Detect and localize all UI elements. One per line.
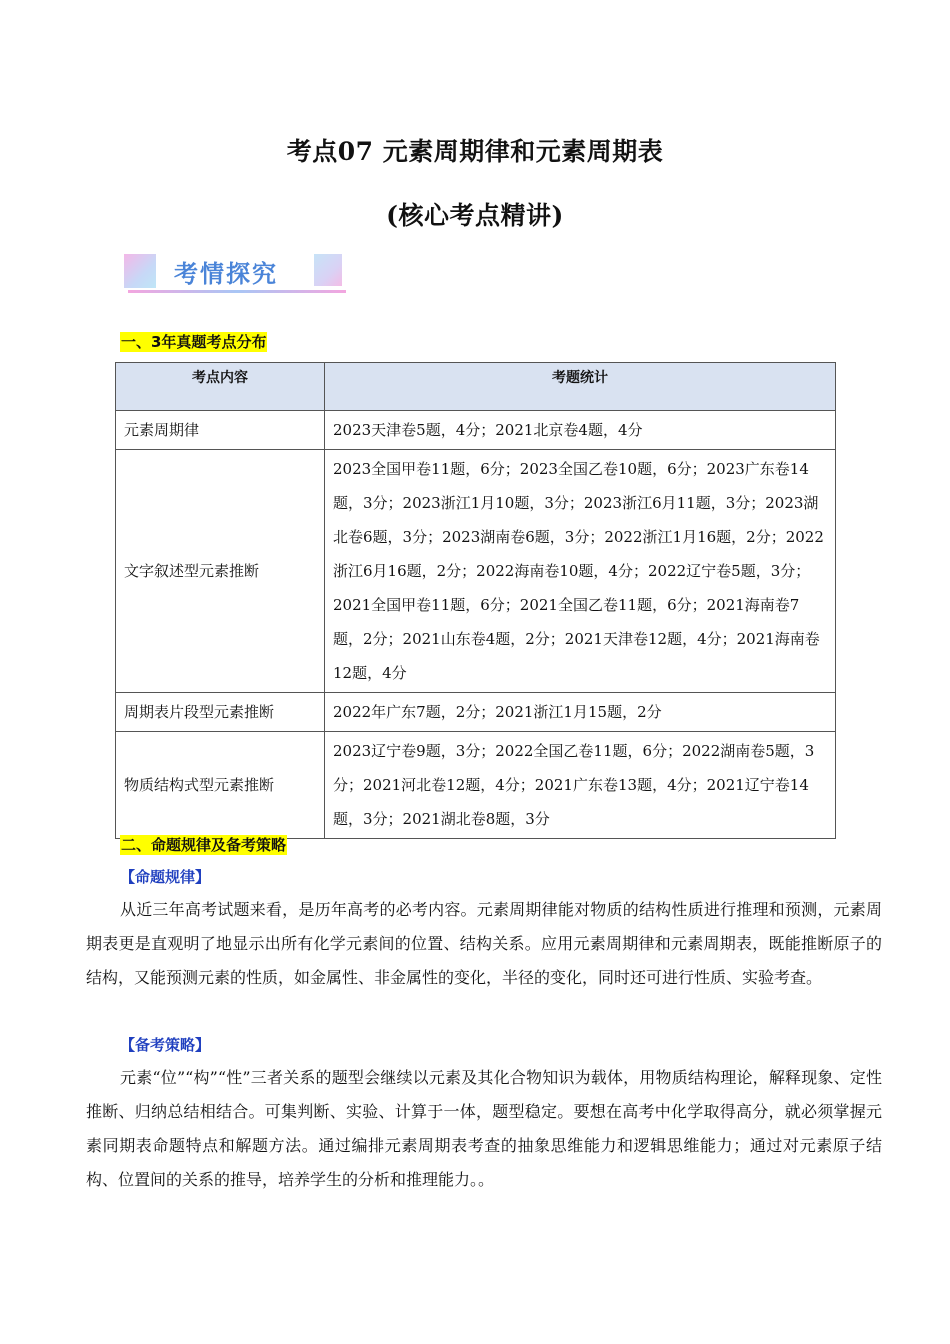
table-header-topic: 考点内容 — [116, 363, 325, 411]
table-row — [116, 732, 836, 839]
page-subtitle: (核心考点精讲) — [386, 201, 564, 230]
table-cell-stats: 2023全国甲卷11题，6分；2023全国乙卷10题，6分；2023广东卷14题，3分；2023浙江1月10题，3分；2023浙江6月11题，3分；2023湖北卷6题，3分；2023湖南卷6题，3分；2022浙江1月16题，2分；2022浙江6月16题，2分；2022海南卷10题，4分；2022辽宁卷5题，3分；2021全国甲卷11题，6分；2021全国乙卷11题，6分；2021海南卷7题，2分；2021山东卷4题，2分；2021天津卷12题，4分；2021海南卷12题，4分 — [325, 450, 836, 693]
table-row — [116, 693, 836, 732]
section-heading-strategy: 二、命题规律及备考策略 — [121, 836, 287, 854]
subheading-strategy: 【备考策略】 — [120, 1036, 211, 1054]
table-cell-topic: 元素周期律 — [116, 411, 325, 450]
section-heading-distribution: 一、3年真题考点分布 — [121, 333, 267, 351]
table-row — [116, 411, 836, 450]
table-row — [116, 450, 836, 693]
exam-stats-table — [115, 362, 836, 839]
banner-underline — [128, 290, 346, 293]
table-cell-topic: 周期表片段型元素推断 — [116, 693, 325, 732]
page-title: 考点07 元素周期律和元素周期表 — [286, 137, 664, 166]
banner-decoration-left — [124, 254, 156, 288]
table-cell-stats: 2023辽宁卷9题，3分；2022全国乙卷11题，6分；2022湖南卷5题，3分；2021河北卷12题，4分；2021广东卷13题，4分；2021辽宁卷14题，3分；2021湖北卷8题，3分 — [325, 732, 836, 839]
table-cell-topic: 物质结构式型元素推断 — [116, 732, 325, 839]
paragraph-strategy: 元素“位”“构”“性”三者关系的题型会继续以元素及其化合物知识为载体，用物质结构理论，解释现象、定性推断、归纳总结相结合。可集判断、实验、计算于一体，题型稳定。要想在高考中化学取得高分，就必须掌握元素同期表命题特点和解题方法。通过编排元素周期表考查的抽象思维能力和逻辑思维能力；通过对元素原子结构、位置间的关系的推导，培养学生的分析和推理能力。。 — [86, 1068, 882, 1189]
section-banner — [124, 250, 346, 296]
paragraph-rules: 从近三年高考试题来看，是历年高考的必考内容。元素周期律能对物质的结构性质进行推理和预测，元素周期表更是直观明了地显示出所有化学元素间的位置、结构关系。应用元素周期律和元素周期表，既能推断原子的结构，又能预测元素的性质，如金属性、非金属性的变化，半径的变化，同时还可进行性质、实验考查。 — [86, 900, 882, 987]
subheading-rules: 【命题规律】 — [120, 868, 211, 886]
table-header-row — [116, 363, 836, 411]
banner-decoration-right — [314, 254, 342, 286]
table-cell-topic: 文字叙述型元素推断 — [116, 450, 325, 693]
table-cell-stats: 2023天津卷5题，4分；2021北京卷4题，4分 — [325, 411, 836, 450]
table-cell-stats: 2022年广东7题，2分；2021浙江1月15题，2分 — [325, 693, 836, 732]
banner-label: 考情探究 — [174, 260, 278, 288]
table-header-stats: 考题统计 — [325, 363, 836, 411]
